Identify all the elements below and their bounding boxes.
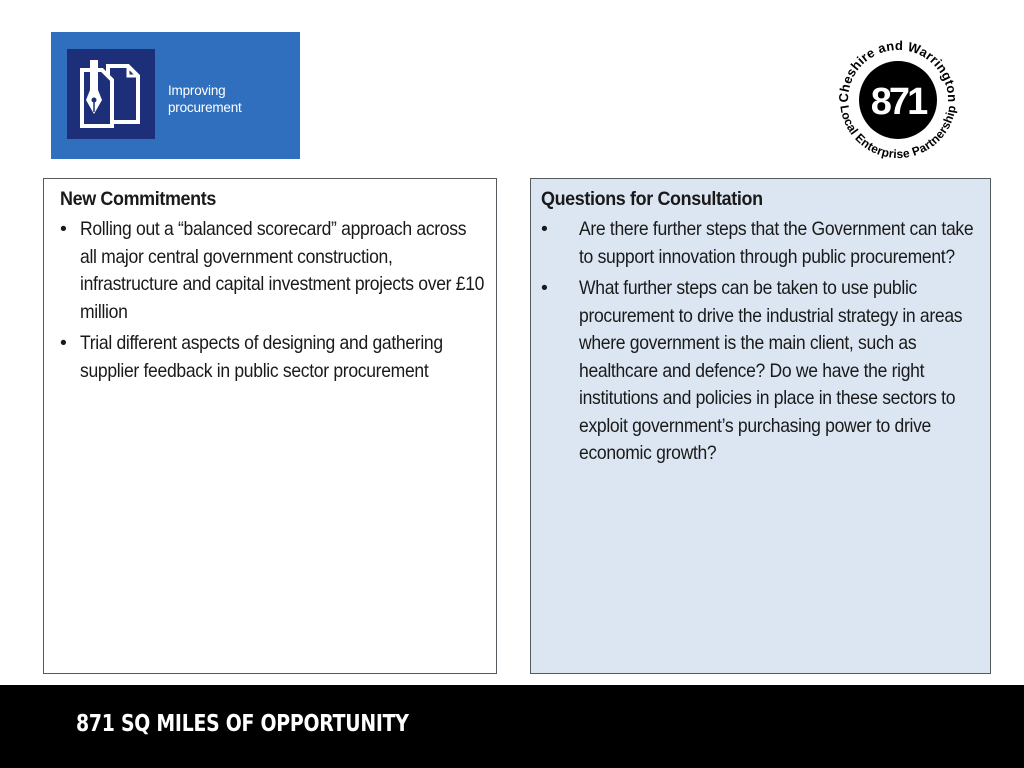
list-item (541, 275, 980, 468)
questions-title: Questions for Consultation (541, 188, 763, 210)
new-commitments-list (60, 216, 486, 385)
list-item (60, 330, 486, 385)
badge-label-line1: Improving (168, 83, 226, 98)
badge-label (168, 82, 242, 116)
bullet-icon: • (541, 218, 548, 240)
questions-panel (530, 178, 991, 674)
logo-arc-top: Cheshire and Warrington (835, 37, 961, 103)
lep-logo (826, 28, 970, 172)
logo-number: 871 (870, 81, 926, 123)
list-item-text: What further steps can be taken to use public procurement to drive the industrial strategy in areas where government is the main client, such as healthcare and defence? Do we have the right institutions and policies in place in these sectors to exploit government’s purchasing power to drive economic growth? (579, 277, 963, 464)
list-item (541, 216, 980, 271)
improving-procurement-badge (51, 32, 300, 159)
new-commitments-title: New Commitments (60, 188, 216, 210)
questions-list (541, 216, 980, 468)
document-pen-icon (67, 49, 155, 139)
footer-bar (0, 685, 1024, 768)
list-item (60, 216, 486, 326)
bullet-icon: • (60, 332, 67, 354)
list-item-text: Rolling out a “balanced scorecard” approach across all major central government construction, infrastructure and capital investment projects over £10 million (80, 218, 485, 323)
bullet-icon: • (60, 218, 67, 240)
list-item-text: Are there further steps that the Government can take to support innovation through public procurement? (579, 218, 974, 268)
list-item-text: Trial different aspects of designing and gathering supplier feedback in public sector procurement (80, 332, 443, 382)
bullet-icon: • (541, 277, 548, 299)
logo-arc-bottom: Local Enterprise Partnership (837, 104, 959, 162)
footer-slogan: 871 SQ MILES OF OPPORTUNITY (76, 711, 409, 737)
new-commitments-panel (43, 178, 497, 674)
badge-label-line2: procurement (168, 100, 242, 115)
